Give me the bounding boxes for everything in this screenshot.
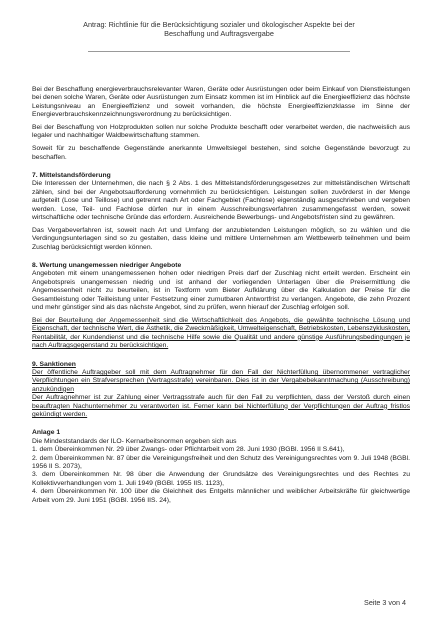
list-item: 4. dem Übereinkommen Nr. 100 über die Gleichheit des Entgelts männlicher und weiblicher Arbeitskräfte für gleichwertige Arbeit vom 29. Juni 1951 (BGBl. 1956 IIS. 24),	[32, 488, 410, 504]
annex-heading: Anlage 1	[32, 429, 61, 437]
section-9-paragraph-1: Der öffentliche Auftraggeber soll mit dem Auftragnehmer für den Fall der Nichterfüllung übernommener vertraglicher Verpflichtungen ein Strafversprechen (Vertragsstrafe) vereinbaren. Dies ist in der Vergabebekanntmachung (Ausschreibung) anzukündigen	[32, 368, 410, 393]
list-item: 3. dem Übereinkommen Nr. 98 über die Anwendung der Grundsätze des Vereinigungsrechtes und des Rechtes zu Kollektivverhandlungen vom 1. Juli 1949 (BGBl. 1955 IIS. 1123),	[32, 471, 410, 487]
paragraph-seals: Soweit für zu beschaffende Gegenstände anerkannte Umweltsiegel bestehen, sind solche Gegenstände bevorzugt zu beschaffen.	[32, 145, 410, 161]
section-7-heading: 7. Mittelstandsförderung	[32, 172, 111, 180]
page-header	[48, 20, 390, 38]
page-number: Seite 3 von 4	[364, 598, 406, 607]
section-8-paragraph-2: Bei der Beurteilung der Angemessenheit sind die Wirtschaftlichkeit des Angebots, die gewählte technische Lösung und Eigenschaft, der technische Wert, die Ästhetik, die Zweckmäßigkeit, Umwelteigenschaft, Betriebskosten, Lebenszykluskosten, Rentabilität, der Kundendienst und die technische Hilfe sowie die Qualität und andere günstige Ausführungsbedingungen je nach Auftragsgegenstand zu berücksichtigen.	[32, 316, 410, 350]
section-8-heading: 8. Wertung unangemessen niedriger Angebote	[32, 262, 182, 270]
list-item: 2. dem Übereinkommen Nr. 87 über die Vereinigungsfreiheit und den Schutz des Vereinigungsrechtes vom 9. Juli 1948 (BGBl. 1956 II S. 2073),	[32, 454, 410, 470]
section-9-paragraph-2: Der Auftragnehmer ist zur Zahlung einer Vertragsstrafe auch für den Fall zu verpflichten, dass der Verstoß durch einen beauftragten Nachunternehmer zu verantworten ist. Ferner kann bei Nichterfüllung der Verpflichtungen der Auftrag fristlos gekündigt werden.	[32, 394, 410, 418]
header-title-line-2: Beschaffung und Auftragsvergabe	[164, 29, 274, 39]
annex-intro: Die Mindeststandards der ILO- Kernarbeitsnormen ergeben sich aus	[32, 437, 237, 445]
section-9-heading: 9. Sanktionen	[32, 360, 76, 368]
header-divider	[88, 51, 350, 52]
list-item: 1. dem Übereinkommen Nr. 29 über Zwangs- oder Pflichtarbeit vom 28. Juni 1930 (BGBl. 1956 II S.641),	[32, 446, 345, 454]
section-8-paragraph-1: Angeboten mit einem unangemessenen hohen oder niedrigen Preis darf der Zuschlag nicht erteilt werden. Erscheint ein Angebotspreis unangemessen niedrig und ist anhand der vorliegenden Unterlagen über die Preisermittlung die Angemessenheit nicht zu beurteilen, ist in Textform vom Bieter Aufklärung über die Kalkulation der Preise für die Gesamtleistung oder Teilleistung unter Festsetzung einer zumutbaren Antwortfrist zu verlangen. Angebote, die zehn Prozent und mehr günstiger sind als das nächste Angebot, sind zu prüfen, wenn hierauf der Zuschlag erfolgen soll.	[32, 270, 410, 312]
paragraph-energy: Bei der Beschaffung energieverbrauchsrelevanter Waren, Geräte oder Ausrüstungen oder beim Einkauf von Dienstleistungen bei denen solche Waren, Geräte oder Ausrüstungen zum Einsatz kommen ist im Hinblick auf die Energieeffizienz das höchste Leistungsniveau an Energieeffizienz und soweit vorhanden, die höchste Energieeffizienzklasse im Sinne der Energieverbrauchskennzeichnungsverordnung zu berücksichtigen.	[32, 86, 410, 119]
section-7-paragraph-1: Die Interessen der Unternehmen, die nach § 2 Abs. 1 des Mittelstandsförderungsgesetzes zur mittelständischen Wirtschaft zählen, sind bei der Angebotsaufforderung vornehmlich zu berücksichtigen. Leistungen sollen zuvörderst in der Menge aufgeteilt (Lose und Teillose) und getrennt nach Art oder Fachgebiet (Fachlose) eigenständig ausgeschrieben und vergeben werden. Lose, Teil- und Fachlose dürfen nur in einem Ausschreibungsverfahren zusammengefasst werden, soweit wirtschaftliche oder technische Gründe das erfordern. Ausreichende Bewerbungs- und Angebotsfristen sind zu gewähren.	[32, 180, 410, 222]
section-7-paragraph-2: Das Vergabeverfahren ist, soweit nach Art und Umfang der anzubietenden Leistungen möglich, so zu wählen und die Verdingungsunterlagen sind so zu gestalten, dass kleine und mittlere Unternehmen am Wettbewerb teilnehmen und beim Zuschlag berücksichtigt werden können.	[32, 226, 410, 251]
document-body	[32, 86, 410, 505]
paragraph-wood: Bei der Beschaffung von Holzprodukten sollen nur solche Produkte beschafft oder verarbeitet werden, die nachweislich aus legaler und nachhaltiger Waldbewirtschaftung stammen.	[32, 124, 410, 140]
annex-list	[32, 438, 410, 505]
header-title-line-1: Antrag: Richtlinie für die Berücksichtigung sozialer und ökologischer Aspekte bei der	[83, 20, 355, 29]
